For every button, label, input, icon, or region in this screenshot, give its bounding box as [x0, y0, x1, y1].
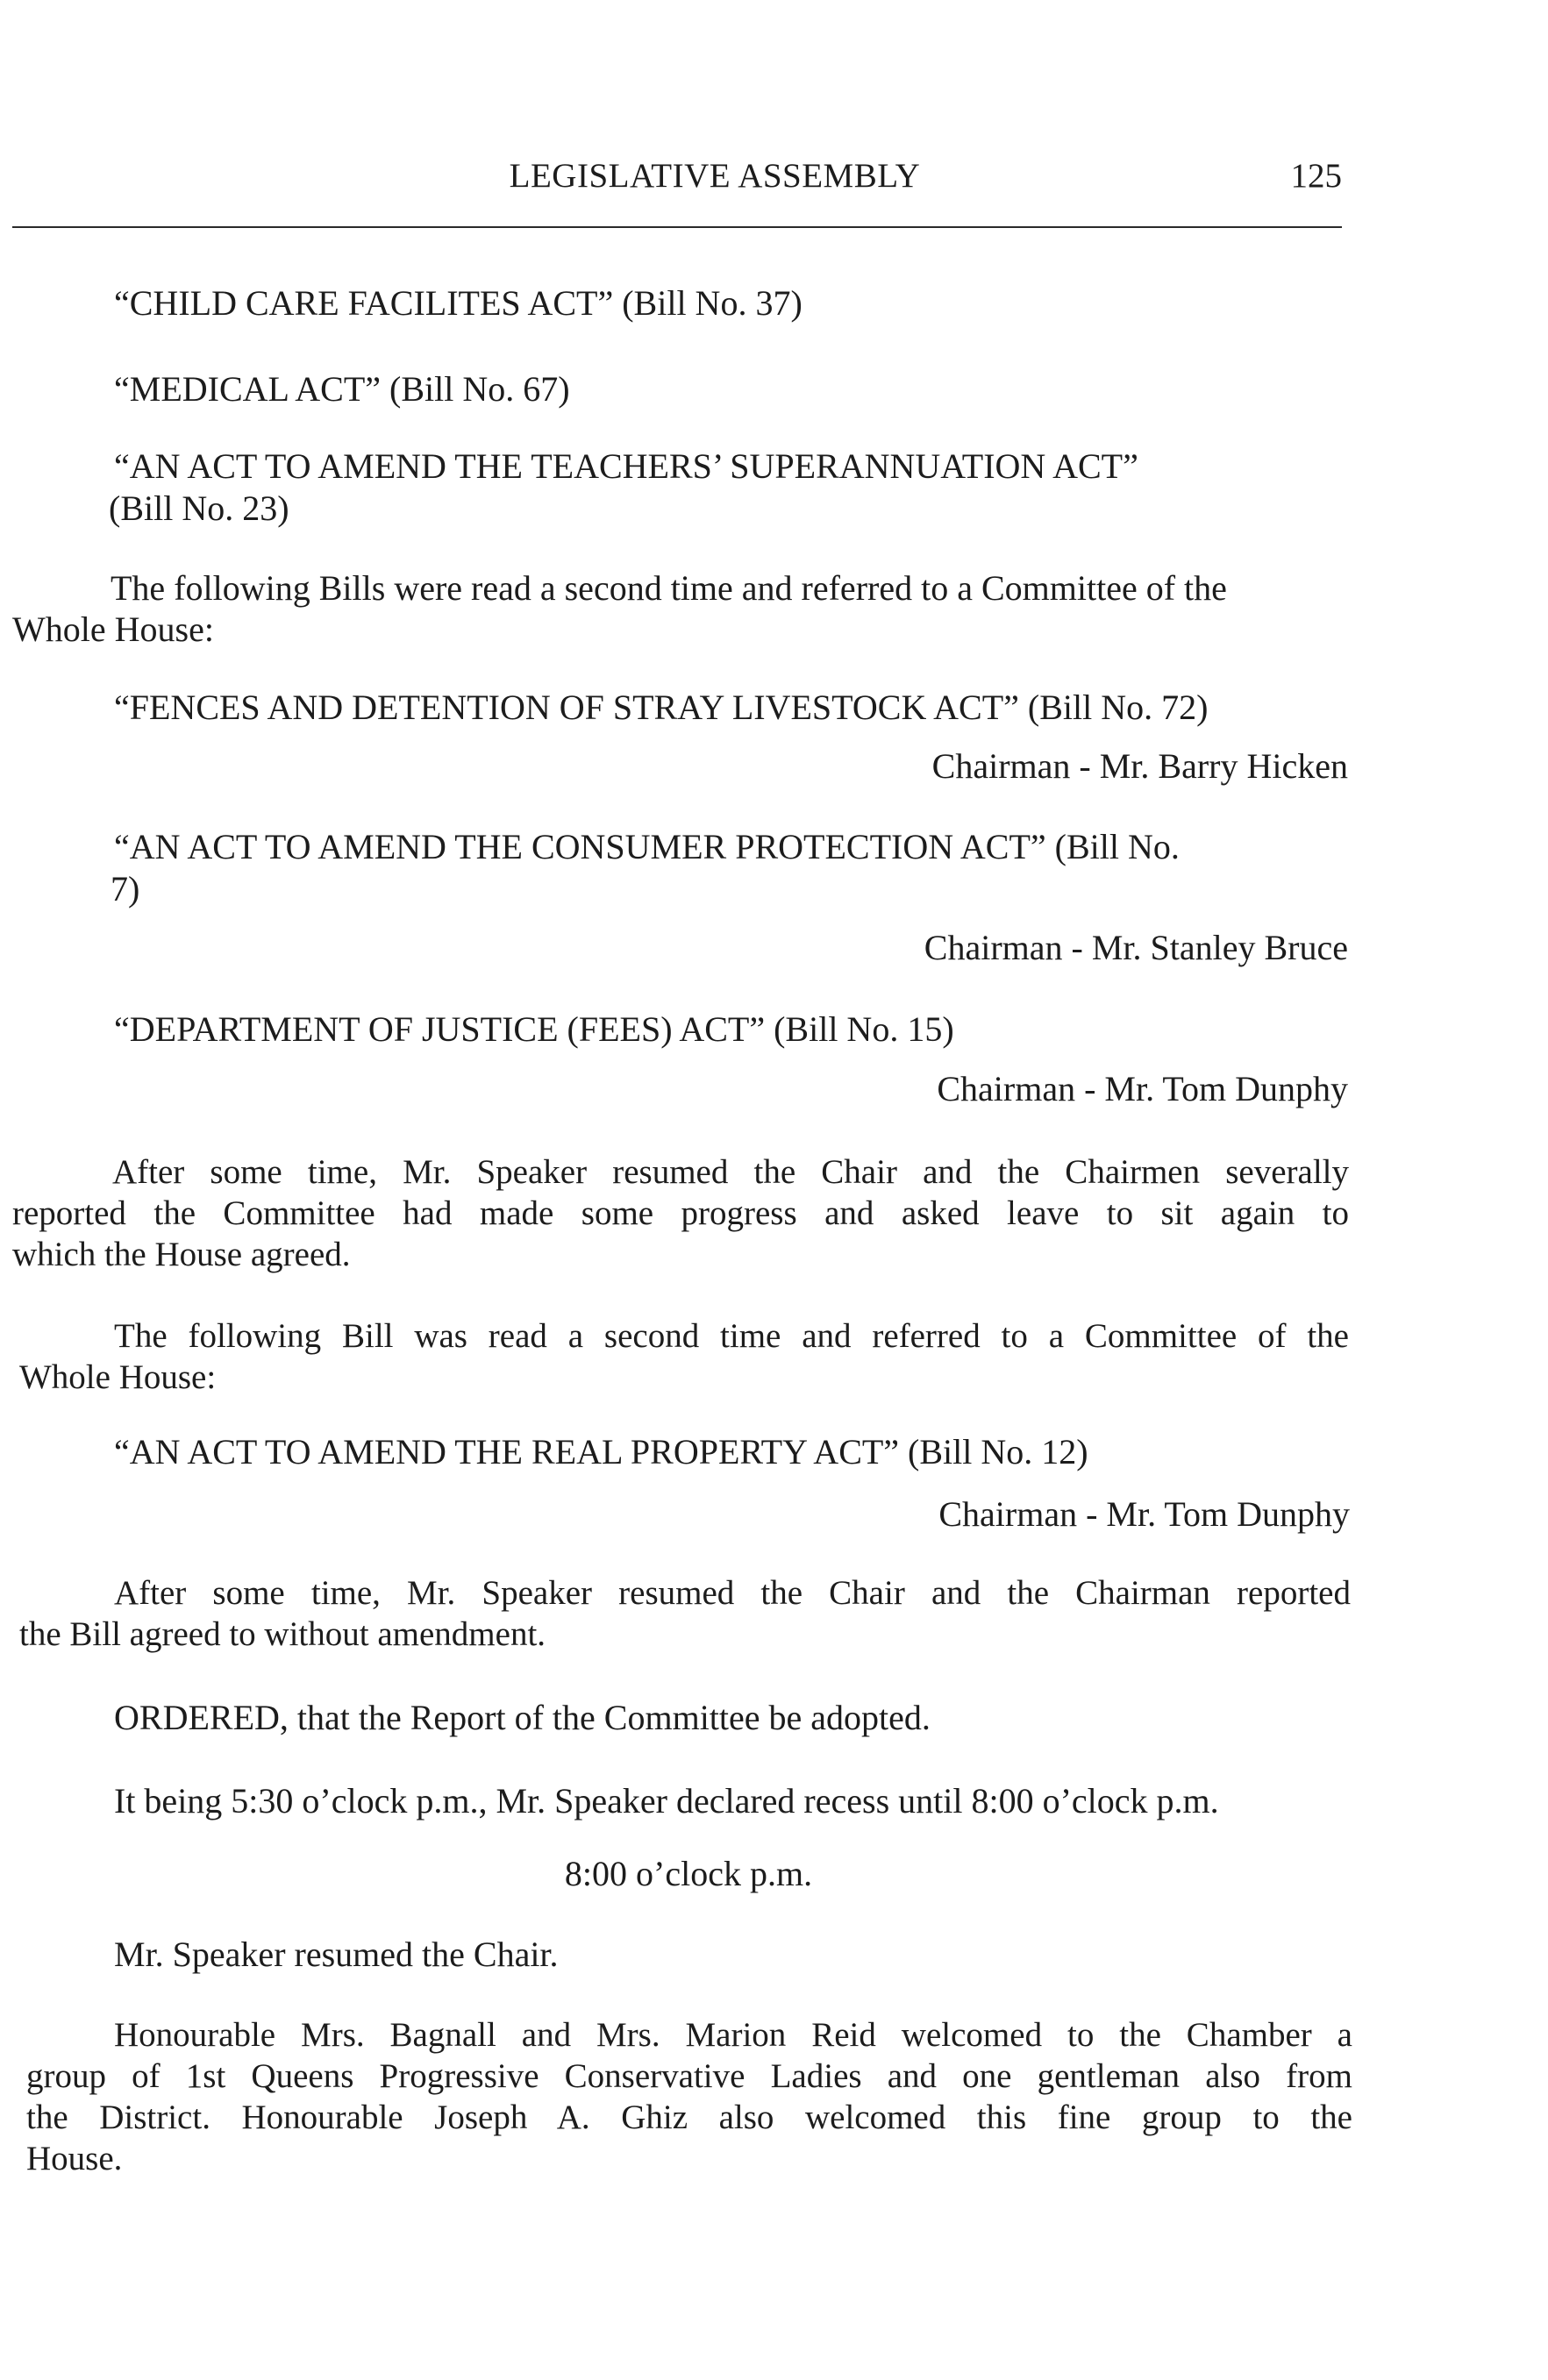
bill-title-child-care: “CHILD CARE FACILITES ACT” (Bill No. 37) — [114, 283, 803, 323]
paragraph-line: the Bill agreed to without amendment. — [19, 1615, 546, 1653]
paragraph-line: After some time, Mr. Speaker resumed the Chair and the Chairmen severally — [112, 1153, 1349, 1191]
paragraph-line: reported the Committee had made some progress and asked leave to sit again to — [12, 1194, 1349, 1232]
paragraph-line: The following Bill was read a second time and referred to a Committee of the — [114, 1317, 1349, 1355]
paragraph-ordered: ORDERED, that the Report of the Committee be adopted. — [114, 1698, 931, 1737]
chairman-line-bruce: Chairman - Mr. Stanley Bruce — [924, 928, 1348, 967]
chairman-line-hicken: Chairman - Mr. Barry Hicken — [931, 746, 1348, 786]
paragraph-recess: It being 5:30 o’clock p.m., Mr. Speaker declared recess until 8:00 o’clock p.m. — [114, 1781, 1219, 1821]
paragraph-line: which the House agreed. — [12, 1236, 351, 1273]
paragraph-welcome — [26, 2014, 1352, 2179]
paragraph-line: After some time, Mr. Speaker resumed the Chair and the Chairman reported — [114, 1574, 1351, 1612]
header-rule — [12, 226, 1342, 228]
time-heading: 8:00 o’clock p.m. — [564, 1854, 813, 1893]
bill-title-teachers-line1: “AN ACT TO AMEND THE TEACHERS’ SUPERANNUATION ACT” — [114, 446, 1138, 486]
paragraph-line: group of 1st Queens Progressive Conservative Ladies and one gentleman also from — [26, 2057, 1352, 2095]
paragraph-after-some-time-1 — [12, 1151, 1349, 1275]
paragraph-line: Whole House: — [19, 1358, 217, 1396]
page-number: 125 — [1290, 157, 1342, 195]
bill-title-teachers-line2: (Bill No. 23) — [109, 488, 289, 528]
paragraph-after-some-time-2 — [19, 1572, 1351, 1655]
bill-title-real-property: “AN ACT TO AMEND THE REAL PROPERTY ACT” (Bill No. 12) — [114, 1432, 1088, 1471]
bill-title-fences: “FENCES AND DETENTION OF STRAY LIVESTOCK ACT” (Bill No. 72) — [114, 688, 1209, 727]
paragraph-speaker-resumed: Mr. Speaker resumed the Chair. — [114, 1935, 559, 1974]
bill-title-justice-fees: “DEPARTMENT OF JUSTICE (FEES) ACT” (Bill No. 15) — [114, 1009, 954, 1049]
bill-title-consumer-line2: 7) — [111, 869, 140, 909]
bill-title-consumer-line1: “AN ACT TO AMEND THE CONSUMER PROTECTION ACT” (Bill No. — [114, 827, 1180, 866]
bill-title-medical: “MEDICAL ACT” (Bill No. 67) — [114, 369, 570, 409]
paragraph-bill-read — [19, 1315, 1349, 1398]
paragraph-line: the District. Honourable Joseph A. Ghiz also welcomed this fine group to the — [26, 2099, 1352, 2136]
chairman-line-dunphy-1: Chairman - Mr. Tom Dunphy — [937, 1069, 1348, 1108]
paragraph-line: House. — [26, 2140, 123, 2177]
paragraph-bills-read-line1: The following Bills were read a second time and referred to a Committee of the — [111, 568, 1227, 608]
running-header-title: LEGISLATIVE ASSEMBLY — [509, 157, 921, 195]
paragraph-bills-read-line2: Whole House: — [12, 609, 214, 649]
chairman-line-dunphy-2: Chairman - Mr. Tom Dunphy — [938, 1494, 1350, 1534]
paragraph-line: Honourable Mrs. Bagnall and Mrs. Marion Reid welcomed to the Chamber a — [114, 2016, 1352, 2054]
